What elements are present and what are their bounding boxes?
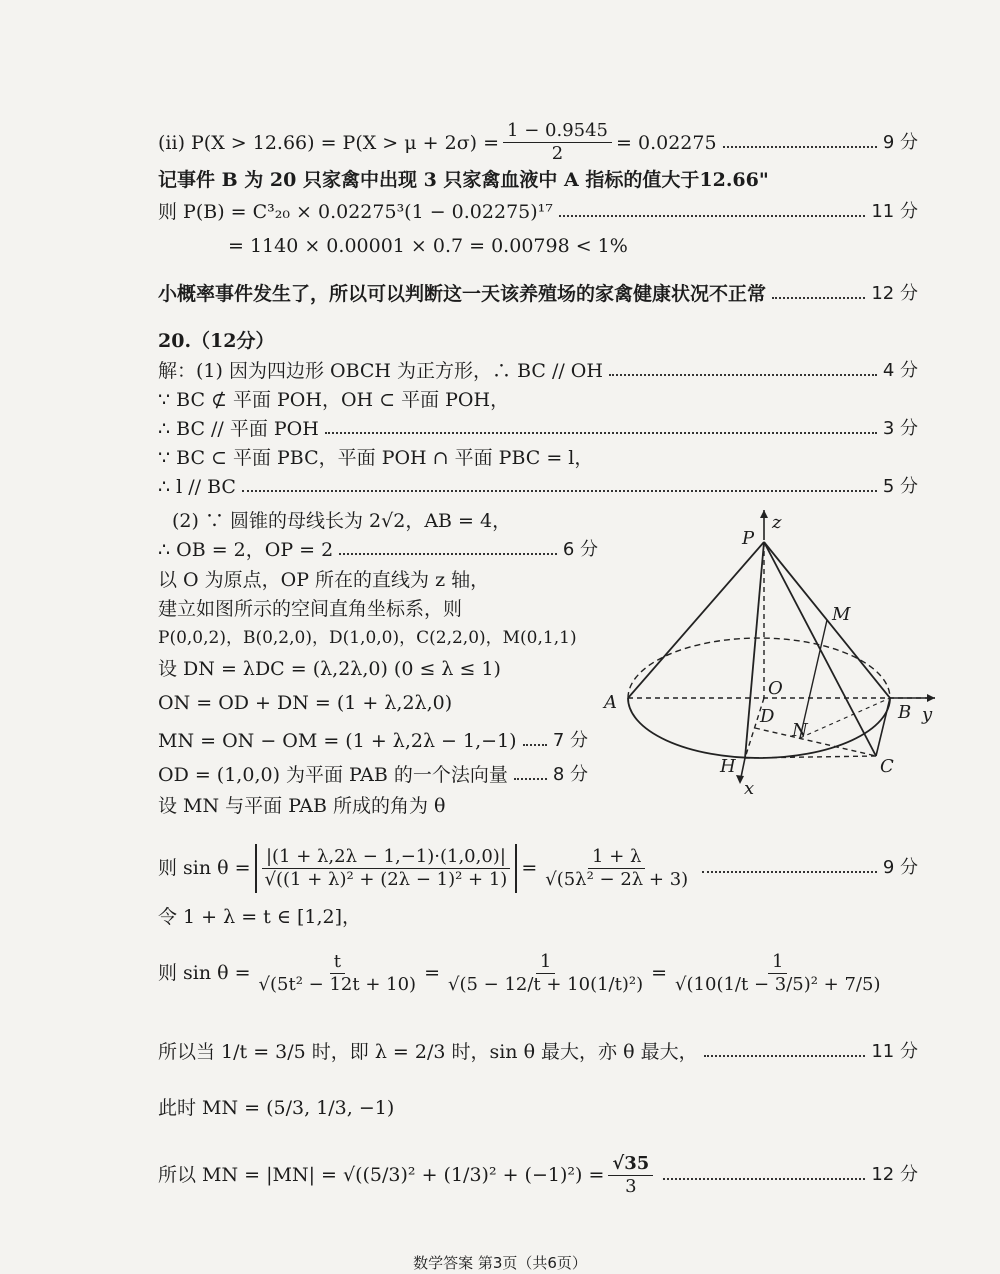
- s2-line-8: [158, 728, 588, 754]
- label-y: y: [922, 704, 933, 725]
- score-mark: 4 分: [882, 360, 918, 381]
- dotted-leader: [704, 1055, 866, 1057]
- score-mark: 6 分: [562, 539, 598, 560]
- prob-lhs: (ii) P(X > 12.66) = P(X > μ + 2σ) =: [158, 131, 500, 154]
- sin2-fraction-2: [444, 951, 647, 996]
- s2-line-5: [158, 625, 577, 651]
- label-A: A: [604, 692, 617, 713]
- sin2-fraction-3: [671, 951, 884, 996]
- q20-heading-text: 20.（12分）: [158, 330, 275, 352]
- s2-line-3-text: 以 O 为原点，OP 所在的直线为 z 轴，: [158, 569, 490, 591]
- label-P: P: [742, 528, 755, 549]
- s2-line-2-text: ∴ OB = 2，OP = 2: [158, 539, 334, 561]
- mn-length-lhs: 所以 MN = |MN| = √((5/3)² + (1/3)² + (−1)²) =: [158, 1164, 605, 1186]
- sin-fraction-2: [541, 846, 692, 891]
- s1-line-5-text: ∴ l // BC: [158, 476, 236, 498]
- s2-line-8-text: MN = ON − OM = (1 + λ,2λ − 1,−1): [158, 730, 517, 752]
- s1-line-3: [158, 416, 918, 442]
- prob-fraction: [503, 120, 612, 165]
- z-axis-arrow: [760, 510, 768, 518]
- edge-HC: [745, 756, 876, 758]
- s2-line-1-text: (2) ∵ 圆锥的母线长为 2√2，AB = 4，: [172, 510, 512, 532]
- label-C: C: [880, 756, 894, 777]
- dotted-leader: [514, 778, 547, 780]
- page-footer: 数学答案 第3页（共6页）: [413, 1254, 587, 1272]
- mn-length-fraction: [608, 1153, 653, 1198]
- s1-line-2: [158, 387, 918, 413]
- sin2-fraction-3-num: 1: [768, 951, 787, 974]
- sin-fraction-2-den: √(5λ² − 2λ + 3): [545, 868, 689, 890]
- pb-value: [228, 233, 828, 259]
- sin2-fraction-2-den: √(5 − 12/t + 10(1/t)²): [447, 973, 644, 995]
- dotted-leader: [242, 490, 877, 492]
- conclusion-text: 小概率事件发生了，所以可以判断这一天该养殖场的家禽健康状况不正常: [158, 283, 767, 305]
- sin2-lhs: 则 sin θ =: [158, 962, 251, 984]
- sin-lhs: 则 sin θ =: [158, 857, 251, 879]
- prob-fraction-den: 2: [551, 143, 564, 164]
- sin-eq: =: [521, 857, 538, 879]
- s1-line-4: [158, 445, 918, 471]
- event-def-text: 记事件 B 为 20 只家禽中出现 3 只家禽血液中 A 指标的值大于12.66": [158, 169, 769, 191]
- dotted-leader: [523, 744, 547, 746]
- s2-line-4-text: 建立如图所示的空间直角坐标系，则: [158, 598, 463, 620]
- cone-figure: [600, 510, 950, 800]
- mn-length-line: [158, 1150, 918, 1200]
- label-B: B: [898, 702, 912, 723]
- s2-line-4: [158, 596, 462, 622]
- dotted-leader: [702, 871, 877, 873]
- score-mark: 11 分: [871, 1041, 918, 1062]
- pb-text: 则 P(B) = C³₂₀ × 0.02275³(1 − 0.02275)¹⁷: [158, 201, 553, 223]
- mn-vector-text: 此时 MN = (5/3, 1/3, −1): [158, 1097, 395, 1119]
- q20-heading: [158, 328, 918, 354]
- mn-length-den: 3: [625, 1175, 637, 1197]
- sin2-fraction-3-den: √(10(1/t − 3/5)² + 7/5): [675, 973, 881, 995]
- s1-line-3-text: ∴ BC // 平面 POH: [158, 418, 319, 440]
- s2-line-7-text: ON = OD + DN = (1 + λ,2λ,0): [158, 692, 453, 714]
- score-mark: 9 分: [882, 131, 918, 153]
- prob-rhs: = 0.02275: [616, 131, 717, 154]
- dotted-leader: [663, 1178, 865, 1180]
- score-mark: 9 分: [882, 857, 918, 878]
- s1-line-4-text: ∵ BC ⊂ 平面 PBC，平面 POH ∩ 平面 PBC = l，: [158, 447, 594, 469]
- s1-line-5: [158, 474, 918, 500]
- label-N: N: [792, 720, 808, 741]
- segment-NB: [800, 698, 890, 738]
- sin2-fraction-1: [255, 951, 421, 996]
- dotted-leader: [339, 553, 557, 555]
- score-mark: 8 分: [552, 764, 588, 785]
- s2-line-10-text: 设 MN 与平面 PAB 所成的角为 θ: [158, 795, 446, 817]
- dotted-leader: [772, 297, 865, 299]
- s2-line-6-text: 设 DN = λDC = (λ,2λ,0) (0 ≤ λ ≤ 1): [158, 658, 501, 680]
- prob-line: [158, 120, 918, 165]
- prob-fraction-num: 1 − 0.9545: [503, 120, 612, 143]
- sin2-fraction-1-num: t: [330, 951, 345, 974]
- dotted-leader: [723, 146, 877, 148]
- edge-BC: [876, 698, 890, 756]
- x-axis-arrow: [736, 775, 744, 784]
- s1-line-2-text: ∵ BC ⊄ 平面 POH，OH ⊂ 平面 POH，: [158, 389, 510, 411]
- s2-line-3: [158, 567, 489, 593]
- label-H: H: [720, 756, 736, 777]
- label-D: D: [760, 706, 775, 727]
- substitution-text: 令 1 + λ = t ∈ [1,2]，: [158, 906, 361, 928]
- label-M: M: [832, 604, 851, 625]
- s2-line-1: [172, 508, 511, 534]
- s1-line-1-text: 解：(1) 因为四边形 OBCH 为正方形，∴ BC // OH: [158, 360, 603, 382]
- s2-line-5-text: P(0,0,2)，B(0,2,0)，D(1,0,0)，C(2,2,0)，M(0,1,1): [158, 628, 577, 648]
- s2-line-10: [158, 793, 445, 819]
- score-mark: 11 分: [871, 201, 918, 222]
- score-mark: 12 分: [871, 283, 918, 304]
- score-mark: 7 分: [552, 730, 588, 751]
- mn-length-num: √35: [608, 1153, 653, 1176]
- dotted-leader: [609, 374, 877, 376]
- y-axis-arrow: [927, 694, 935, 702]
- score-mark: 3 分: [882, 418, 918, 439]
- sin2-fraction-1-den: √(5t² − 12t + 10): [258, 973, 417, 995]
- event-definition: [158, 167, 918, 193]
- dotted-leader: [325, 432, 877, 434]
- mn-vector-line: [158, 1095, 394, 1121]
- max-line: [158, 1039, 918, 1065]
- s2-line-9-text: OD = (1,0,0) 为平面 PAB 的一个法向量: [158, 764, 508, 786]
- label-z: z: [772, 512, 782, 533]
- substitution-line: [158, 904, 361, 930]
- sin-fraction-2-num: 1 + λ: [588, 846, 645, 869]
- sin2-fraction-2-num: 1: [536, 951, 555, 974]
- dotted-leader: [559, 215, 865, 217]
- sin-fraction-1-num: |(1 + λ,2λ − 1,−1)·(1,0,0)|: [262, 846, 510, 869]
- sin-fraction-1: [255, 844, 518, 893]
- label-x: x: [744, 778, 755, 799]
- s2-line-2: [158, 537, 598, 563]
- pb-value-text: = 1140 × 0.00001 × 0.7 = 0.00798 < 1%: [228, 235, 628, 257]
- pb-line: [158, 199, 918, 225]
- sin-fraction-1-den: √((1 + λ)² + (2λ − 1)² + 1): [264, 868, 508, 890]
- score-mark: 12 分: [871, 1164, 918, 1185]
- generator-PA: [628, 542, 764, 698]
- sin-formula-2: 则 sin θ = $\frac{t}{\text{√(5t² − 12t + 10)}}$ = $\frac{1}{\text{√(5 − 12/t + 10(1/t)²)}}$ = $\frac{1}{\text{√(10(1/t − 3/5)² + 7/5)}}$: [158, 938, 778, 1008]
- s1-line-1: [158, 358, 918, 384]
- conclusion-line: [158, 281, 918, 307]
- max-text: 所以当 1/t = 3/5 时，即 λ = 2/3 时，sin θ 最大，亦 θ 最大，: [158, 1041, 698, 1063]
- base-back-arc: [628, 638, 890, 698]
- s2-line-6: [158, 656, 501, 682]
- label-O: O: [768, 678, 783, 699]
- sin-formula-1: [158, 838, 918, 898]
- s2-line-9: [158, 762, 588, 788]
- s2-line-7: [158, 690, 452, 716]
- score-mark: 5 分: [882, 476, 918, 497]
